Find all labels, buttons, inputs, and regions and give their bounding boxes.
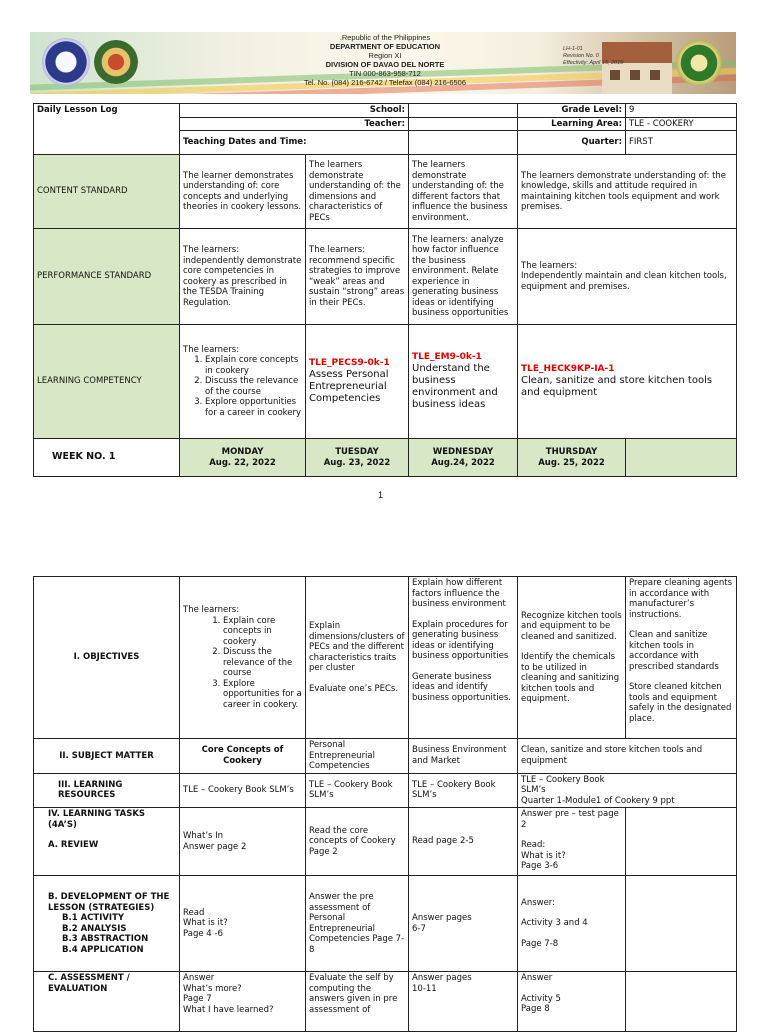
day-header-wednesday: [409, 439, 518, 477]
day-date: Aug. 22, 2022: [209, 457, 276, 468]
performance-standard-thu: [518, 229, 737, 325]
subject-matter-mon: Core Concepts of Cookery: [180, 739, 306, 774]
objective-text: Evaluate one’s PECs.: [309, 683, 399, 694]
learning-tasks-label: [34, 808, 180, 876]
page-number: 1: [378, 490, 384, 500]
objectives-wed: [409, 577, 518, 739]
objective-text: Generate business ideas and identify business opportunities.: [412, 671, 511, 703]
development-heading: B. DEVELOPMENT OF THE LESSON (STRATEGIES): [48, 892, 170, 913]
province-seal-icon: [676, 40, 722, 86]
strategy-label: B.2 ANALYSIS: [62, 923, 127, 934]
day-name: TUESDAY: [335, 447, 379, 457]
list-item: 3. Explore opportunities for a career in cookery: [205, 397, 302, 418]
task-line: Read: [183, 907, 205, 918]
task-line: 6-7: [412, 923, 426, 934]
grade-level-label: Grade Level:: [518, 104, 626, 118]
tel-line: Tel. No. (084) 216-6742 / Telefax (084) 216-6506: [303, 78, 467, 87]
review-fri: [626, 808, 737, 876]
competency-code: TLE_EM9-0k-1: [412, 352, 482, 363]
form-revision-info: [563, 46, 623, 67]
form-code: LH-1-01: [563, 46, 583, 52]
competency-code: TLE_PECS9-0k-1: [309, 358, 390, 369]
content-standard-thu: The learners demonstrate understanding of: the knowledge, skills and attitude required in maintaining kitchen tools equipment and work premises.: [518, 155, 737, 229]
day-date: Aug.24, 2022: [431, 457, 495, 468]
learning-resources-tue: TLE – Cookery Book SLM’s: [306, 773, 409, 808]
assessment-wed: [409, 972, 518, 1032]
assessment-tue: Evaluate the self by computing the answers given in pre assessment of: [306, 972, 409, 1032]
assessment-label: C. ASSESSMENT / EVALUATION: [34, 972, 180, 1032]
competency-text: Assess Personal Entrepreneurial Competencies: [309, 368, 389, 404]
objective-text: Explain procedures for generating business ideas or identifying business opportunities: [412, 619, 509, 661]
strategy-label: B.4 APPLICATION: [62, 944, 144, 955]
region-line: Region XI: [368, 51, 402, 60]
department-line: DEPARTMENT OF EDUCATION: [329, 42, 441, 51]
day-name: THURSDAY: [545, 447, 598, 457]
day-name: MONDAY: [221, 447, 264, 457]
task-line: What I have learned?: [183, 1004, 274, 1015]
objectives-fri: [626, 577, 737, 739]
development-tue: Answer the pre assessment of Personal Entrepreneurial Competencies Page 7-8: [306, 876, 409, 972]
list-item: 2. Discuss the relevance of the course: [205, 376, 302, 397]
task-line: Answer:: [521, 897, 556, 908]
grade-level-value: 9: [626, 104, 737, 118]
task-line: Page 7-8: [521, 938, 559, 949]
learning-resources-thu: [518, 773, 737, 808]
day-header-monday: [180, 439, 306, 477]
resource-line: Quarter 1-Module1 of Cookery 9 ppt: [521, 795, 675, 806]
learning-resources-label: III. LEARNING RESOURCES: [34, 773, 180, 808]
task-line: Page 4 -6: [183, 928, 223, 939]
quarter-value: FIRST: [626, 131, 737, 155]
development-fri: [626, 876, 737, 972]
objectives-tue: [306, 577, 409, 739]
task-line: Answer: [183, 973, 215, 983]
task-line: What’s more?: [183, 983, 242, 994]
subject-matter-thu: Clean, sanitize and store kitchen tools and equipment: [518, 739, 737, 774]
review-wed: Read page 2-5: [409, 808, 518, 876]
task-line: Answer pages: [412, 973, 472, 983]
day-date: Aug. 25, 2022: [538, 457, 605, 468]
subject-matter-tue: Personal Entrepreneurial Competencies: [306, 739, 409, 774]
objectives-mon-intro: The learners:: [183, 605, 240, 615]
school-value: [409, 104, 518, 118]
task-line: 10-11: [412, 983, 437, 994]
day-header-friday: [626, 439, 737, 477]
learning-area-value: TLE - COOKERY: [626, 117, 737, 131]
assessment-mon: [180, 972, 306, 1032]
objectives-mon: [180, 577, 306, 739]
objectives-label: I. OBJECTIVES: [34, 577, 180, 739]
performance-standard-label: PERFORMANCE STANDARD: [34, 229, 180, 325]
day-name: WEDNESDAY: [432, 447, 494, 457]
learning-competency-mon: [180, 325, 306, 439]
task-line: Activity 3 and 4: [521, 918, 588, 929]
dll-table-page2: [33, 576, 737, 1032]
effectivity-date: Effectivity: April 15, 2019: [563, 60, 624, 66]
objective-text: Clean and sanitize kitchen tools in accordance with prescribed standards: [629, 630, 719, 672]
day-date: Aug. 23, 2022: [323, 457, 391, 468]
content-standard-wed: The learners demonstrate understanding of: the different factors that influence the business environment.: [409, 155, 518, 229]
review-tue: Read the core concepts of Cookery Page 2: [306, 808, 409, 876]
division-line: DIVISION OF DAVAO DEL NORTE: [325, 60, 445, 69]
division-seal-icon: [94, 40, 138, 84]
learning-competency-mon-list: [183, 355, 302, 418]
strategy-label: B.3 ABSTRACTION: [62, 934, 149, 944]
performance-standard-wed: The learners: analyze how factor influence the business environment. Relate experience in generating business ideas or identifying business opportunities: [409, 229, 518, 325]
subject-matter-wed: Business Environment and Market: [409, 739, 518, 774]
assessment-fri: [626, 972, 737, 1032]
task-line: Page 3-6: [521, 861, 559, 871]
subject-matter-label: II. SUBJECT MATTER: [34, 739, 180, 774]
objective-text: Explain dimensions/clusters of PECs and the different characteristics traits per cluster: [309, 621, 405, 673]
objective-text: Recognize kitchen tools and equipment to be cleaned and sanitized.: [521, 610, 622, 642]
list-item: 2. Discuss the relevance of the course: [223, 647, 302, 679]
learning-competency-wed: [409, 325, 518, 439]
resource-line: SLM’s: [521, 785, 546, 795]
dll-table-page1: [33, 103, 737, 477]
list-item: 1. Explain core concepts in cookery: [223, 616, 302, 648]
content-standard-mon: The learner demonstrates understanding of: core concepts and underlying theories in cookery lessons.: [180, 155, 306, 229]
day-header-thursday: [518, 439, 626, 477]
content-standard-label: CONTENT STANDARD: [34, 155, 180, 229]
competency-text: Understand the business environment and business ideas: [412, 362, 498, 410]
review-mon: [180, 808, 306, 876]
revision-number: Revision No. 0: [563, 53, 599, 59]
learning-tasks-heading: IV. LEARNING TASKS (4A’S): [48, 809, 146, 830]
assessment-thu: [518, 972, 626, 1032]
performance-standard-thu-intro: The learners:: [521, 260, 578, 271]
development-thu: [518, 876, 626, 972]
republic-line: .Republic of the Philippines: [339, 33, 431, 42]
teaching-dates-value: [409, 131, 518, 155]
list-item: 1. Explain core concepts in cookery: [205, 355, 302, 376]
objective-text: Store cleaned kitchen tools and equipment safely in the designated place.: [629, 682, 732, 724]
development-wed: [409, 876, 518, 972]
performance-standard-mon: The learners: independently demonstrate core competencies in cookery as prescribed in the TESDA Training Regulation.: [180, 229, 306, 325]
content-standard-tue: The learners demonstrate understanding of: the dimensions and characteristics of PECs: [306, 155, 409, 229]
task-line: Answer page 2: [183, 841, 247, 852]
development-label: [34, 876, 180, 972]
list-item: 3. Explore opportunities for a career in cookery.: [223, 679, 302, 711]
learning-area-label: Learning Area:: [518, 117, 626, 131]
learning-competency-tue: [306, 325, 409, 439]
competency-text: Clean, sanitize and store kitchen tools and equipment: [521, 374, 713, 398]
task-line: Read:: [521, 840, 546, 850]
task-line: What’s In: [183, 831, 224, 841]
learning-competency-mon-intro: The learners:: [183, 344, 240, 355]
objectives-thu: [518, 577, 626, 739]
day-header-tuesday: [306, 439, 409, 477]
performance-standard-tue: The learners: recommend specific strategies to improve “weak” areas and sustain “strong” areas in their PECs.: [306, 229, 409, 325]
review-thu: [518, 808, 626, 876]
task-line: Answer: [521, 973, 553, 983]
task-line: Page 8: [521, 1004, 550, 1014]
learning-competency-thu: [518, 325, 737, 439]
task-line: Page 7: [183, 994, 212, 1004]
objective-text: Explain how different factors influence the business environment: [412, 578, 506, 609]
task-line: What is it?: [183, 918, 228, 929]
week-number: WEEK NO. 1: [34, 439, 180, 477]
teacher-label: Teacher:: [180, 117, 409, 131]
objective-text: Identify the chemicals to be utilized in cleaning and sanitizing kitchen tools and equipment.: [521, 652, 620, 704]
deped-seal-icon: [42, 38, 90, 86]
task-line: Answer pre – test page 2: [521, 809, 619, 830]
letterhead-text: [230, 33, 540, 87]
objectives-mon-list: [183, 616, 302, 711]
learning-resources-wed: TLE – Cookery Book SLM’s: [409, 773, 518, 808]
school-label: School:: [180, 104, 409, 118]
competency-code: TLE_HECK9KP-IA-1: [521, 364, 615, 375]
learning-competency-label: LEARNING COMPETENCY: [34, 325, 180, 439]
objective-text: Prepare cleaning agents in accordance with manufacturer’s instructions.: [629, 578, 733, 620]
task-line: What is it?: [521, 850, 566, 861]
task-line: Answer pages: [412, 913, 472, 923]
review-label: A. REVIEW: [48, 840, 99, 850]
tin-line: TIN 000-863-958-712: [349, 69, 421, 78]
development-mon: [180, 876, 306, 972]
learning-resources-mon: TLE – Cookery Book SLM’s: [180, 773, 306, 808]
page-title: Daily Lesson Log: [34, 104, 180, 155]
performance-standard-thu-text: Independently maintain and clean kitchen tools, equipment and premises.: [521, 271, 727, 292]
task-line: Activity 5: [521, 993, 561, 1004]
resource-line: TLE – Cookery Book: [521, 774, 605, 785]
strategy-label: B.1 ACTIVITY: [62, 913, 125, 923]
teacher-value: [409, 117, 518, 131]
quarter-label: Quarter:: [518, 131, 626, 155]
teaching-dates-label: Teaching Dates and Time:: [180, 131, 409, 155]
